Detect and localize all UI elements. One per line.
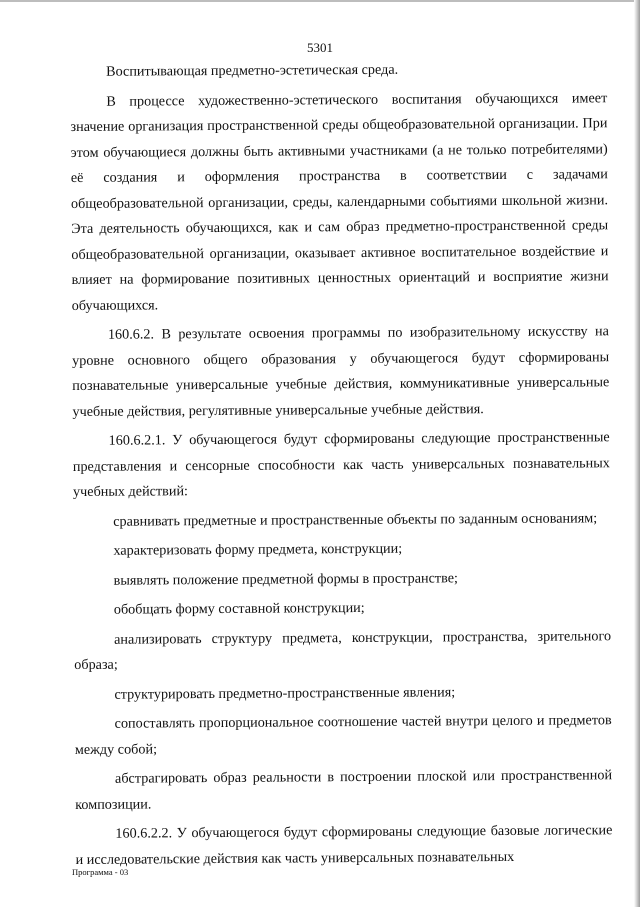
scan-right-edge-shadow bbox=[634, 0, 640, 907]
document-body bbox=[70, 56, 613, 873]
list-item-identify: выявлять положение предметной формы в пространстве; bbox=[113, 569, 458, 589]
list-item-compare: сравнивать предметные и пространственные объекты по заданным основаниям; bbox=[113, 509, 598, 530]
section-heading: Воспитывающая предметно-эстетическая среда. bbox=[106, 61, 399, 80]
paragraph-160-6-2: 160.6.2. В результате освоения программы по изобразительному искусству на уровне основного общего образования у обучающегося будут сформированы познавательные универсальные учебные действия, коммуникативные универсальные учебные действия, регулятивные универсальные учебные действия. bbox=[72, 323, 610, 420]
scan-top-edge bbox=[0, 0, 640, 2]
list-item-analyze: анализировать структуру предмета, конструкции, пространства, зрительного образа; bbox=[74, 627, 612, 673]
footer-label: Программа - 03 bbox=[72, 867, 129, 877]
list-item-structure: структурировать предметно-пространственные явления; bbox=[114, 683, 456, 703]
list-item-abstract: абстрагировать образ реальности в построении плоской или пространственной композиции. bbox=[75, 767, 613, 813]
list-item-generalize: обобщать форму составной конструкции; bbox=[113, 599, 365, 618]
paragraph-160-6-2-1: 160.6.2.1. У обучающегося будут сформированы следующие пространственные представления и сенсорные способности как часть универсальных познавательных учебных действий: bbox=[72, 429, 610, 500]
list-item-juxtapose: сопоставлять пропорциональное соотношение частей внутри целого и предметов между собой; bbox=[74, 712, 612, 758]
page-number: 5301 bbox=[307, 40, 333, 55]
paragraph-environment: В процессе художественно-эстетического воспитания обучающихся имеет значение организация пространственной среды общеобразовательной организации. При этом обучающиеся должны быть активными участниками (а не только потребителями) её создания и оформления пространства в соответствии с задачами общеобразовательной организации, среды, календарными событиями школьной жизни. Эта деятельность обучающихся, как и сам образ предметно-пространственной среды общеобразовательной организации, оказывает активное воспитательное воздействие и влияет на формирование позитивных ценностных ориентаций и восприятие жизни обучающихся. bbox=[70, 89, 609, 314]
list-item-characterize: характеризовать форму предмета, конструкции; bbox=[113, 540, 403, 559]
paragraph-160-6-2-2: 160.6.2.2. У обучающегося будут сформированы следующие базовые логические и исследовательские действия как часть универсальных познавательных bbox=[75, 822, 613, 868]
